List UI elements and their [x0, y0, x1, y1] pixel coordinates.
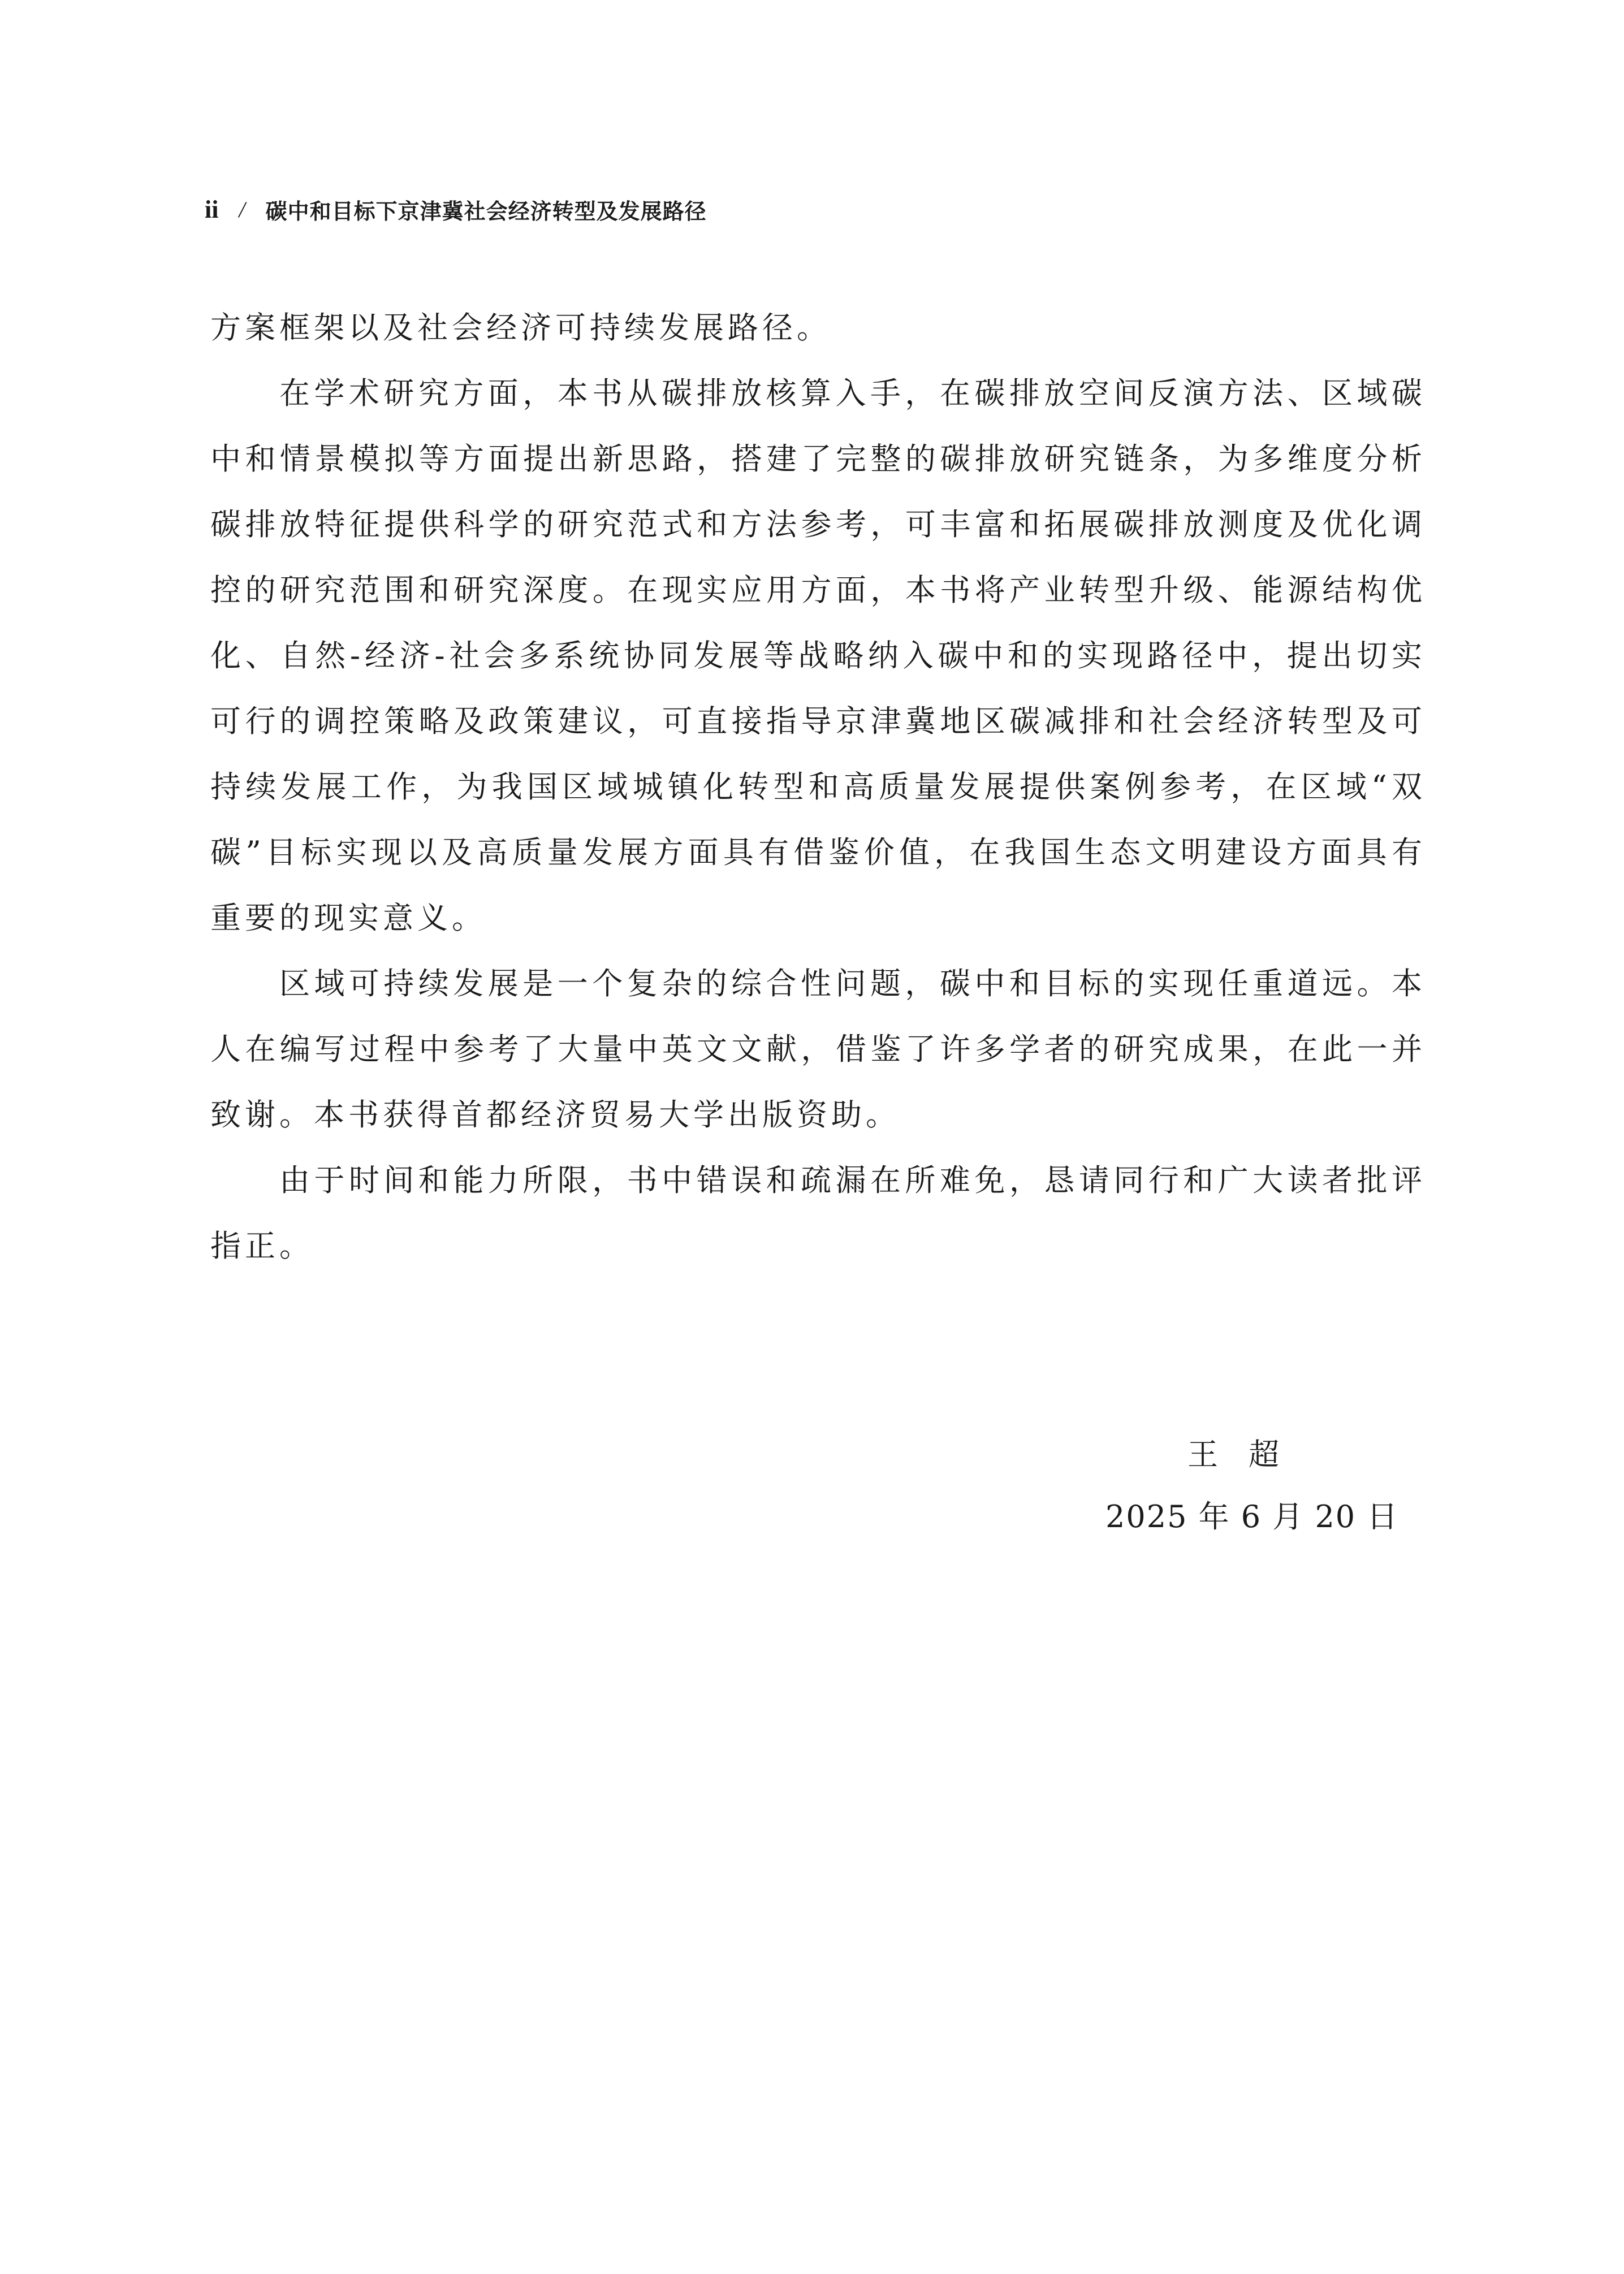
- running-header: [205, 189, 707, 229]
- signature-date: 2025 年 6 月 20 日: [1105, 1499, 1399, 1534]
- book-title: 碳中和目标下京津冀社会经济转型及发展路径: [265, 198, 707, 224]
- paragraph-continued: 方案框架以及社会经济可持续发展路径。: [210, 310, 831, 345]
- paragraph-acknowledgement: 区域可持续发展是一个复杂的综合性问题，碳中和目标的实现任重道远。本人在编写过程中参考了大量中英文文献，借鉴了许多学者的研究成果，在此一并致谢。本书获得首都经济贸易大学出版资助。: [210, 966, 1426, 1132]
- paragraph-closing: 由于时间和能力所限，书中错误和疏漏在所难免，恳请同行和广大读者批评指正。: [210, 1162, 1426, 1264]
- page-number: ii: [205, 195, 219, 223]
- body-text: [210, 295, 1426, 1279]
- author-signature: 王超: [1187, 1437, 1310, 1472]
- header-separator: /: [239, 196, 245, 222]
- paragraph-academic-research: 在学术研究方面，本书从碳排放核算入手，在碳排放空间反演方法、区域碳中和情景模拟等方面提出新思路，搭建了完整的碳排放研究链条，为多维度分析碳排放特征提供科学的研究范式和方法参考，可丰富和拓展碳排放测度及优化调控的研究范围和研究深度。在现实应用方面，本书将产业转型升级、能源结构优化、自然-经济-社会多系统协同发展等战略纳入碳中和的实现路径中，提出切实可行的调控策略及政策建议，可直接指导京津冀地区碳减排和社会经济转型及可持续发展工作，为我国区域城镇化转型和高质量发展提供案例参考，在区域“双碳”目标实现以及高质量发展方面具有借鉴价值，在我国生态文明建设方面具有重要的现实意义。: [210, 375, 1426, 936]
